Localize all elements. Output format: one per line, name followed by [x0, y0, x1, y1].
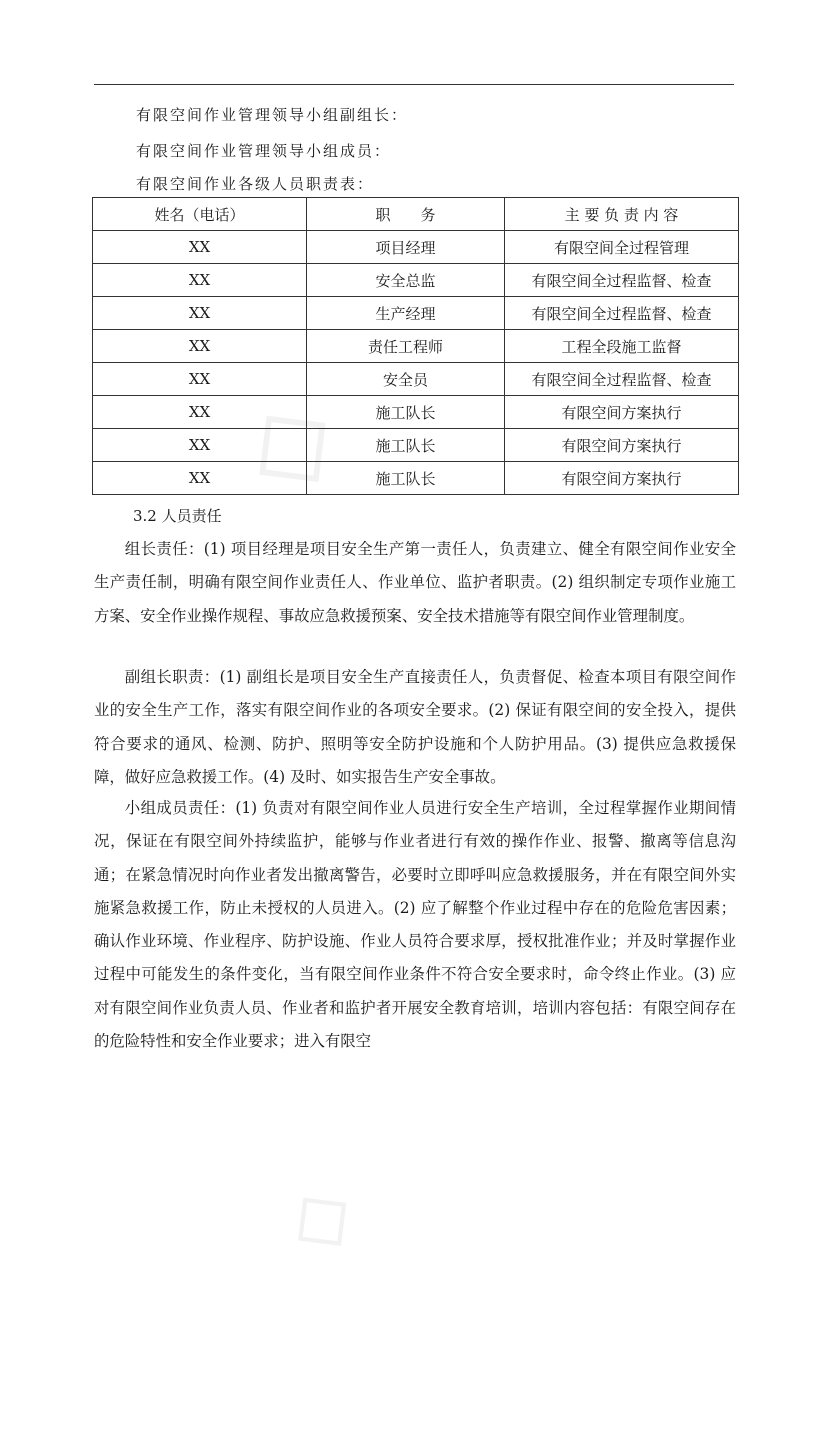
duty-table	[92, 197, 739, 495]
cell-position: 安全员	[307, 363, 505, 396]
header-responsibility: 主 要 负 责 内 容	[505, 198, 739, 231]
cell-responsibility: 有限空间方案执行	[505, 462, 739, 495]
watermark-mark: ◇	[213, 364, 360, 518]
cell-position: 生产经理	[307, 297, 505, 330]
cell-responsibility: 有限空间方案执行	[505, 396, 739, 429]
table-row	[93, 297, 739, 330]
table-row	[93, 462, 739, 495]
section-heading: 3.2 人员责任	[133, 507, 222, 525]
table-row	[93, 363, 739, 396]
header-position: 职 务	[307, 198, 505, 231]
table-row	[93, 429, 739, 462]
intro-deputy-leader: 有限空间作业管理领导小组副组长：	[136, 106, 409, 124]
cell-name: XX	[93, 363, 307, 396]
cell-name: XX	[93, 462, 307, 495]
cell-responsibility: 有限空间全过程监督、检查	[505, 297, 739, 330]
cell-name: XX	[93, 231, 307, 264]
cell-responsibility: 有限空间全过程监督、检查	[505, 264, 739, 297]
watermark-mark-bottom: ◇	[265, 1160, 371, 1272]
table-row	[93, 396, 739, 429]
cell-name: XX	[93, 297, 307, 330]
cell-position: 安全总监	[307, 264, 505, 297]
header-name: 姓名（电话）	[93, 198, 307, 231]
intro-members: 有限空间作业管理领导小组成员：	[136, 142, 392, 160]
intro-duty-table-caption: 有限空间作业各级人员职责表：	[136, 175, 375, 193]
paragraph-deputy-duty: 副组长职责：(1) 副组长是项目安全生产直接责任人，负责督促、检查本项目有限空间作业的安全生产工作，落实有限空间作业的各项安全要求。(2) 保证有限空间的安全投入，提供符合要求的通风、检测、防护、照明等安全防护设施和个人防护用品。(3) 提供应急救援保障，做好应急救援工作。(4) 及时、如实报告生产安全事故。	[94, 668, 736, 786]
cell-position: 施工队长	[307, 429, 505, 462]
table-row	[93, 231, 739, 264]
cell-responsibility: 有限空间方案执行	[505, 429, 739, 462]
cell-name: XX	[93, 264, 307, 297]
table-row	[93, 330, 739, 363]
table-row	[93, 264, 739, 297]
cell-name: XX	[93, 396, 307, 429]
cell-responsibility: 工程全段施工监督	[505, 330, 739, 363]
cell-position: 施工队长	[307, 396, 505, 429]
cell-position: 项目经理	[307, 231, 505, 264]
cell-name: XX	[93, 429, 307, 462]
cell-position: 责任工程师	[307, 330, 505, 363]
cell-responsibility: 有限空间全过程管理	[505, 231, 739, 264]
cell-position: 施工队长	[307, 462, 505, 495]
cell-name: XX	[93, 330, 307, 363]
header-rule	[94, 84, 734, 85]
paragraph-leader-duty: 组长责任：(1) 项目经理是项目安全生产第一责任人，负责建立、健全有限空间作业安全生产责任制，明确有限空间作业责任人、作业单位、监护者职责。(2) 组织制定专项作业施工方案、安全作业操作规程、事故应急救援预案、安全技术措施等有限空间作业管理制度。	[94, 540, 736, 625]
table-header-row	[93, 198, 739, 231]
paragraph-member-duty: 小组成员责任：(1) 负责对有限空间作业人员进行安全生产培训，全过程掌握作业期间情况，保证在有限空间外持续监护，能够与作业者进行有效的操作作业、报警、撤离等信息沟通；在紧急情况时向作业者发出撤离警告，必要时立即呼叫应急救援服务，并在有限空间外实施紧急救援工作，防止未授权的人员进入。(2) 应了解整个作业过程中存在的危险危害因素；确认作业环境、作业程序、防护设施、作业人员符合要求厚，授权批准作业；并及时掌握作业过程中可能发生的条件变化，当有限空间作业条件不符合安全要求时，命令终止作业。(3) 应对有限空间作业负责人员、作业者和监护者开展安全教育培训，培训内容包括：有限空间存在的危险特性和安全作业要求；进入有限空	[94, 799, 736, 1051]
cell-responsibility: 有限空间全过程监督、检查	[505, 363, 739, 396]
